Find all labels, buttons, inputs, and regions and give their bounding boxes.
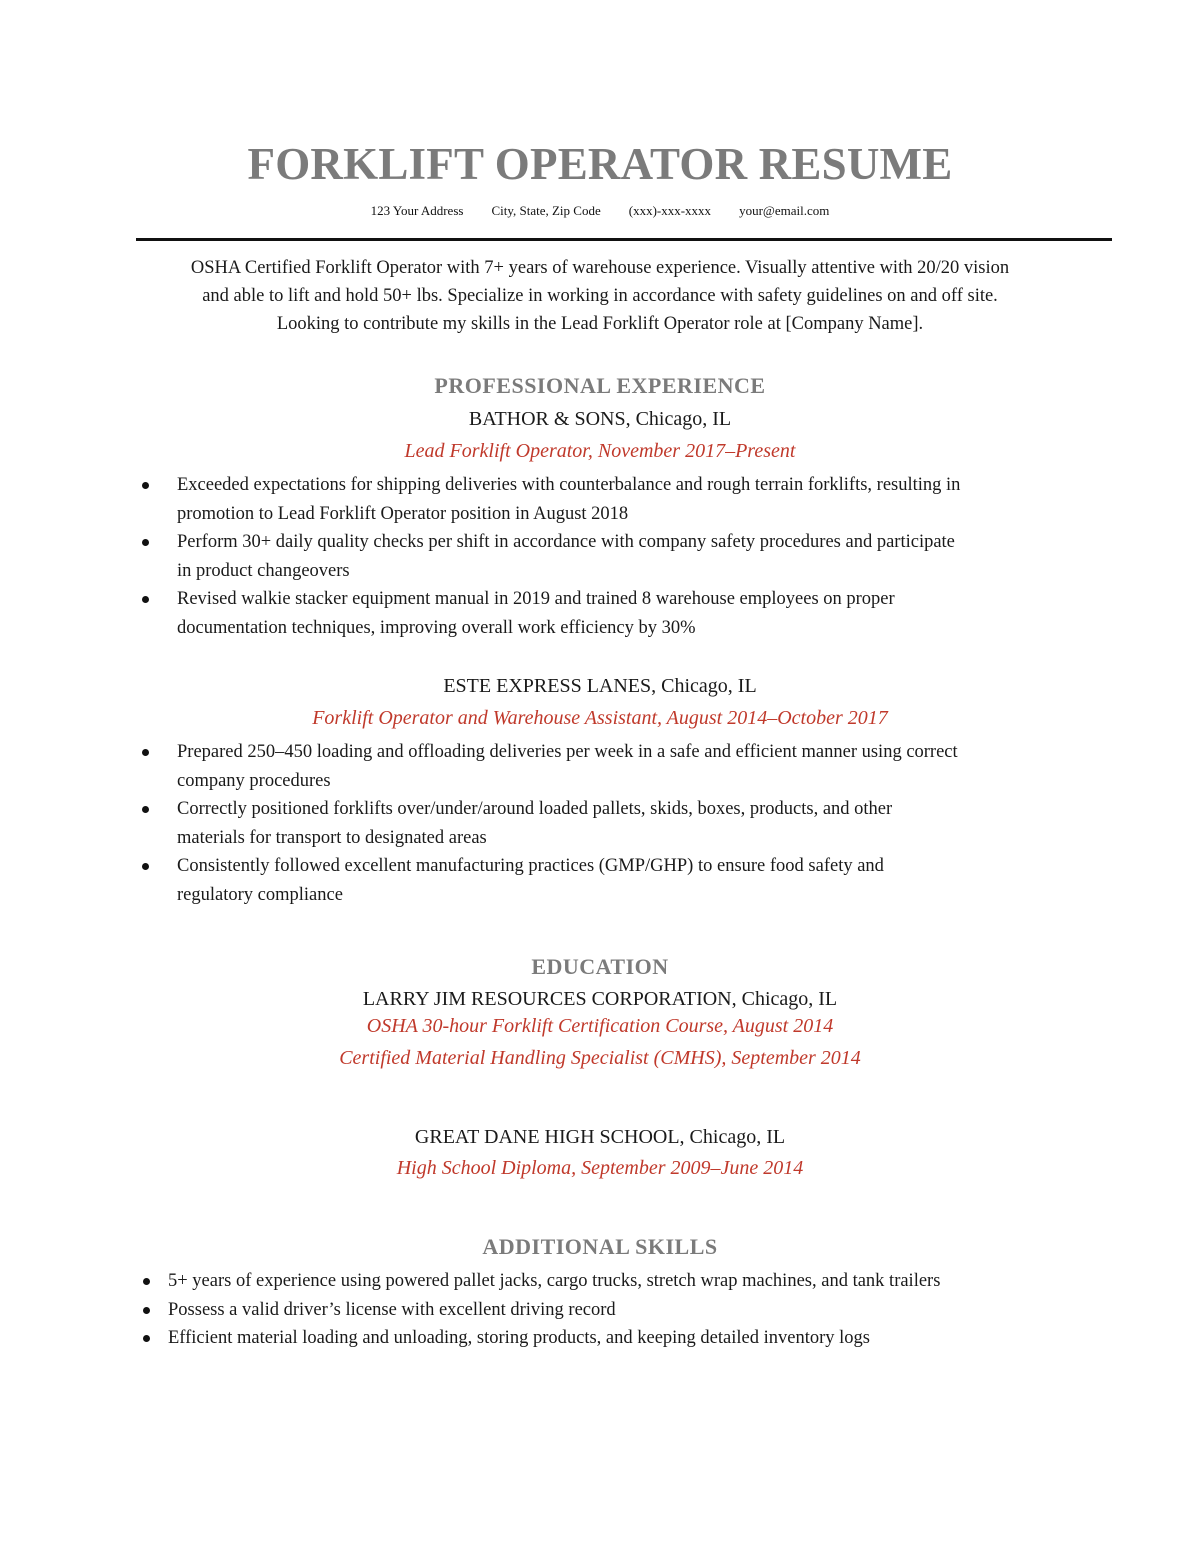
contact-address: 123 Your Address bbox=[370, 203, 464, 218]
school-name: LARRY JIM RESOURCES CORPORATION, Chicago, IL bbox=[362, 988, 838, 1010]
skills-list bbox=[168, 1267, 1118, 1353]
experience-heading: PROFESSIONAL EXPERIENCE bbox=[434, 373, 766, 398]
company-name: ESTE EXPRESS LANES, Chicago, IL bbox=[443, 675, 757, 697]
credential: Certified Material Handling Specialist (CMHS), September 2014 bbox=[339, 1047, 861, 1069]
education-heading: EDUCATION bbox=[531, 954, 669, 979]
job-bullets bbox=[177, 471, 1117, 642]
list-item: Consistently followed excellent manufacturing practices (GMP/GHP) to ensure food safety and regulatory compliance bbox=[177, 852, 1117, 909]
header-divider bbox=[136, 238, 1112, 241]
resume-title: FORKLIFT OPERATOR RESUME bbox=[247, 139, 953, 189]
summary-line: Looking to contribute my skills in the Lead Forklift Operator role at [Company Name]. bbox=[276, 314, 924, 334]
company-name: BATHOR & SONS, Chicago, IL bbox=[468, 408, 732, 430]
bullet-icon bbox=[142, 539, 149, 546]
bullet-icon bbox=[143, 1307, 150, 1314]
summary-line: OSHA Certified Forklift Operator with 7+ years of warehouse experience. Visually attentive with 20/20 vision bbox=[190, 258, 1010, 278]
list-item: Prepared 250–450 loading and offloading deliveries per week in a safe and efficient manner using correct company procedures bbox=[177, 738, 1117, 795]
list-item: 5+ years of experience using powered pallet jacks, cargo trucks, stretch wrap machines, and tank trailers bbox=[168, 1267, 1118, 1296]
list-item: Possess a valid driver’s license with excellent driving record bbox=[168, 1296, 1118, 1325]
job-bullets bbox=[177, 738, 1117, 909]
bullet-icon bbox=[143, 1335, 150, 1342]
contact-phone: (xxx)-xxx-xxxx bbox=[628, 203, 712, 218]
contact-line bbox=[0, 203, 1200, 219]
list-item: Perform 30+ daily quality checks per shift in accordance with company safety procedures and participate in product changeovers bbox=[177, 528, 1117, 585]
bullet-icon bbox=[142, 863, 149, 870]
contact-email: your@email.com bbox=[739, 203, 830, 218]
summary-paragraph bbox=[110, 254, 1090, 338]
skills-heading: ADDITIONAL SKILLS bbox=[482, 1234, 718, 1259]
credential: High School Diploma, September 2009–June 2014 bbox=[396, 1157, 804, 1179]
bullet-icon bbox=[142, 749, 149, 756]
bullet-icon bbox=[142, 482, 149, 489]
bullet-icon bbox=[142, 596, 149, 603]
list-item: Efficient material loading and unloading, storing products, and keeping detailed inventory logs bbox=[168, 1324, 1118, 1353]
bullet-icon bbox=[142, 806, 149, 813]
list-item: Revised walkie stacker equipment manual in 2019 and trained 8 warehouse employees on proper documentation techniques, improving overall work efficiency by 30% bbox=[177, 585, 1117, 642]
credential: OSHA 30-hour Forklift Certification Course, August 2014 bbox=[366, 1015, 834, 1037]
summary-line: and able to lift and hold 50+ lbs. Specialize in working in accordance with safety guidelines on and off site. bbox=[202, 286, 998, 306]
bullet-icon bbox=[143, 1278, 150, 1285]
school-name: GREAT DANE HIGH SCHOOL, Chicago, IL bbox=[414, 1126, 786, 1148]
job-title: Lead Forklift Operator, November 2017–Present bbox=[404, 440, 796, 462]
list-item: Correctly positioned forklifts over/under/around loaded pallets, skids, boxes, products, and other materials for transport to designated areas bbox=[177, 795, 1117, 852]
contact-city: City, State, Zip Code bbox=[491, 203, 601, 218]
list-item: Exceeded expectations for shipping deliveries with counterbalance and rough terrain forklifts, resulting in promotion to Lead Forklift Operator position in August 2018 bbox=[177, 471, 1117, 528]
job-title: Forklift Operator and Warehouse Assistant, August 2014–October 2017 bbox=[312, 707, 888, 729]
